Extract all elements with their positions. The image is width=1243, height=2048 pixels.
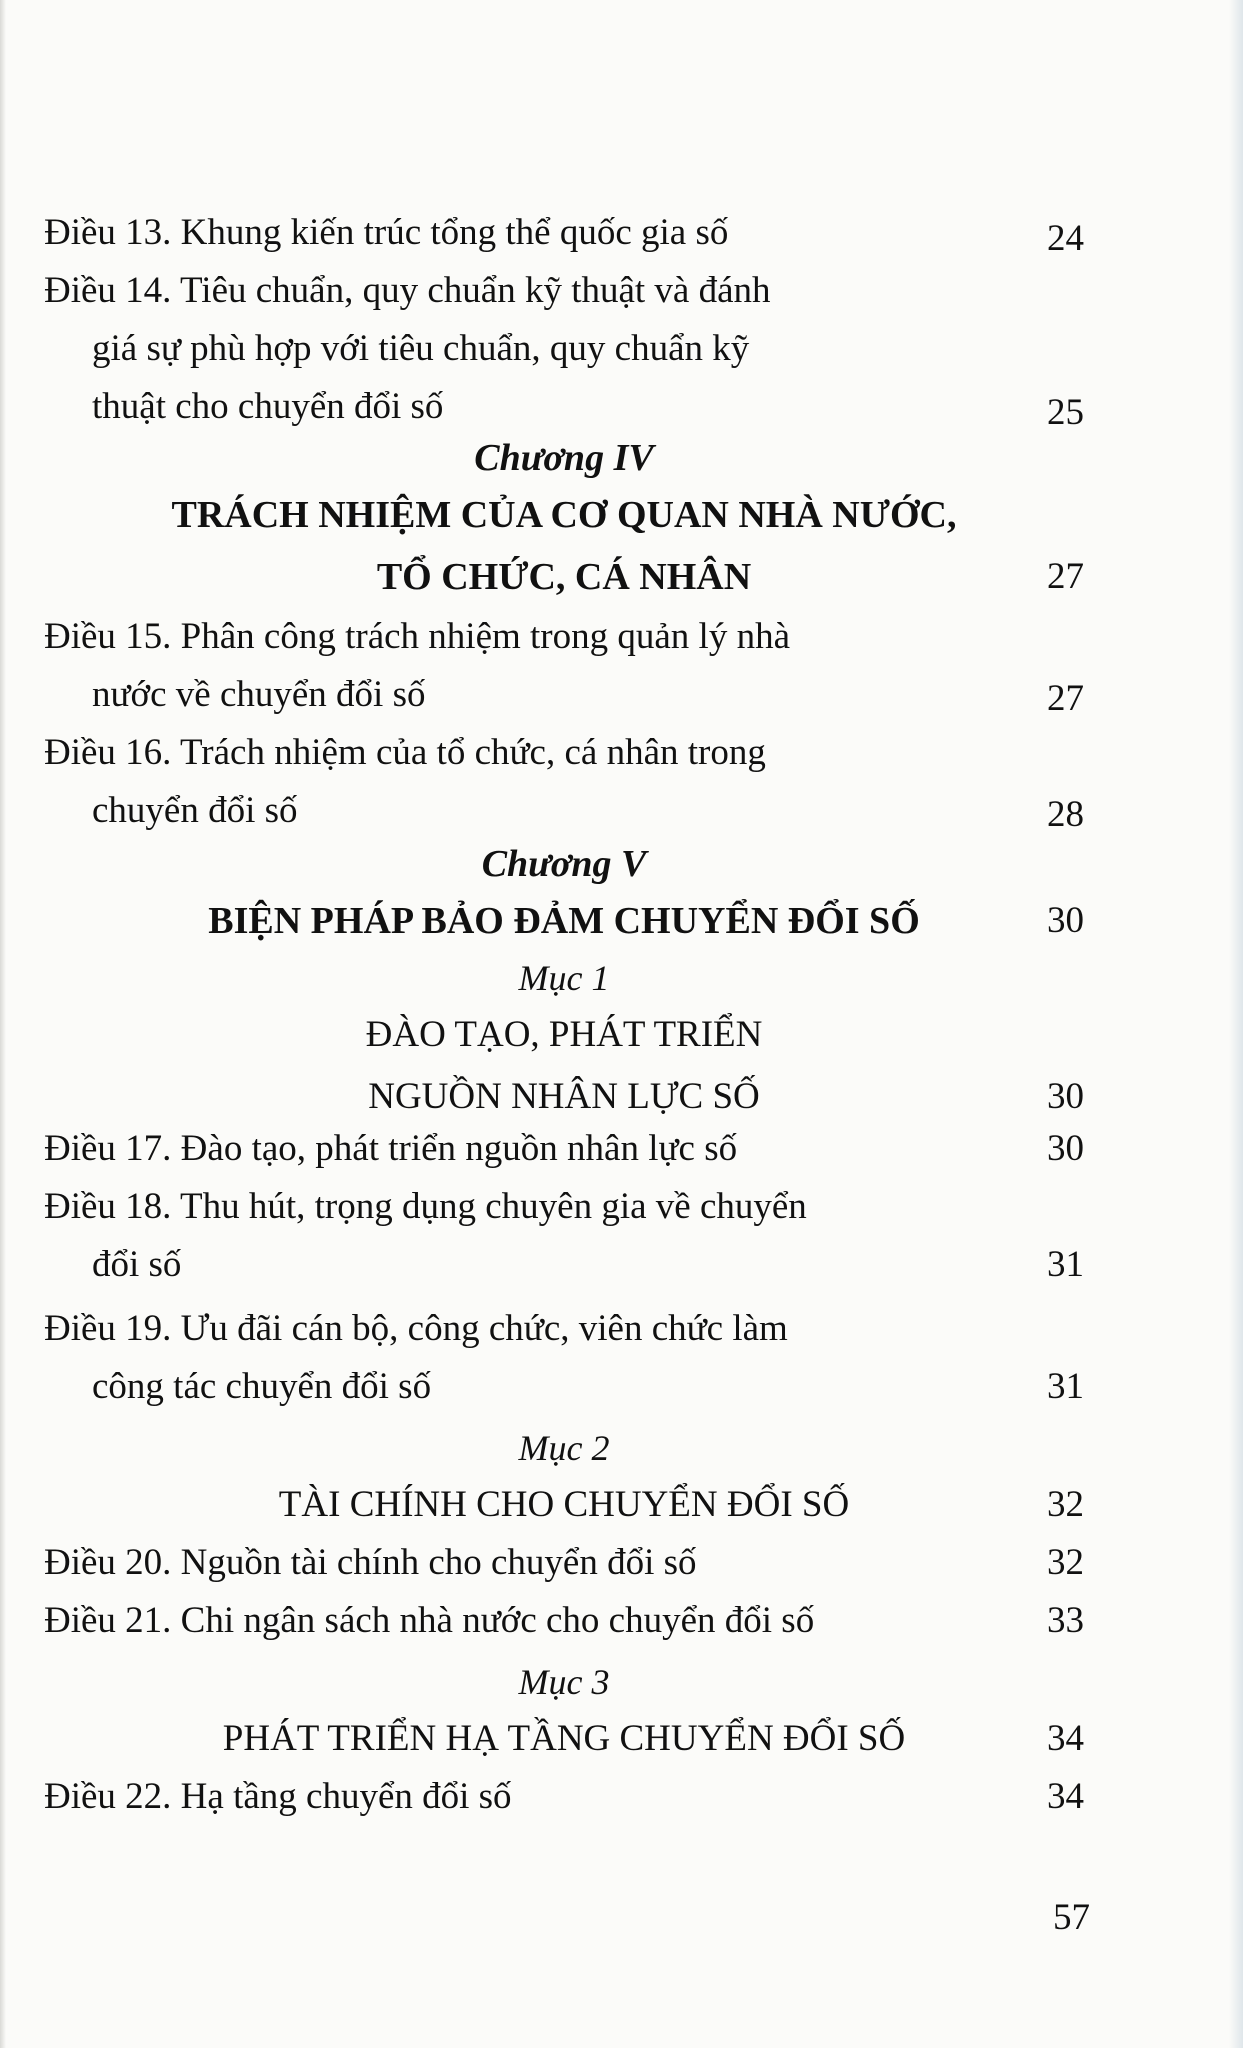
toc-entry-dieu-17 <box>44 1120 1084 1178</box>
toc-entry-dieu-18 <box>44 1178 1084 1294</box>
section-title-block <box>44 1474 1084 1536</box>
toc-entry-dieu-13 <box>44 204 1084 262</box>
toc-entry-title <box>44 1534 924 1592</box>
toc-entry-page: 24 <box>1047 218 1084 259</box>
toc-entry-title-line: Điều 18. Thu hút, trọng dụng chuyên gia về chuyển <box>44 1186 807 1227</box>
toc-entry-title <box>44 262 924 436</box>
toc-entry-page: 34 <box>1047 1776 1084 1817</box>
toc-entry-title-line: Điều 16. Trách nhiệm của tổ chức, cá nhân trong <box>44 732 766 773</box>
section-title-line: NGUỒN NHÂN LỰC SỐ <box>368 1076 760 1117</box>
toc-entry-dieu-22 <box>44 1768 1084 1826</box>
chapter-title <box>44 484 1084 608</box>
toc-entry-title <box>44 1300 924 1416</box>
toc-entry-title-line: Điều 20. Nguồn tài chính cho chuyển đổi số <box>44 1542 697 1583</box>
toc-entry-page: 33 <box>1047 1600 1084 1641</box>
toc-entry-dieu-15 <box>44 608 1084 724</box>
chapter-title-line: TRÁCH NHIỆM CỦA CƠ QUAN NHÀ NƯỚC, <box>171 494 957 536</box>
section-title <box>44 1708 1084 1770</box>
section-title <box>44 1004 1084 1128</box>
section-page: 30 <box>1047 1076 1084 1117</box>
section-title-line: ĐÀO TẠO, PHÁT TRIỂN <box>365 1014 763 1055</box>
toc-entry-title <box>44 608 924 724</box>
section-label: Mục 2 <box>518 1428 610 1468</box>
chapter-title-block <box>44 890 1084 952</box>
chapter-label: Chương IV <box>474 437 654 479</box>
toc-entry-title <box>44 724 924 840</box>
toc-entry-title-line: Điều 15. Phân công trách nhiệm trong quản lý nhà <box>44 616 790 657</box>
toc-entry-title <box>44 1768 924 1826</box>
chapter-title-block <box>44 484 1084 608</box>
section-label: Mục 1 <box>518 958 610 998</box>
toc-entry-page: 28 <box>1047 794 1084 835</box>
toc-entry-title <box>44 1120 924 1178</box>
toc-entry-title-line: chuyển đổi số <box>92 790 298 831</box>
toc-entry-page: 32 <box>1047 1542 1084 1583</box>
toc-entry-title-line: Điều 17. Đào tạo, phát triển nguồn nhân lực số <box>44 1128 738 1169</box>
toc-entry-dieu-14 <box>44 262 1084 436</box>
toc-entry-title-line: Điều 14. Tiêu chuẩn, quy chuẩn kỹ thuật và đánh <box>44 270 771 311</box>
toc-entry-title <box>44 204 924 262</box>
toc-entry-title <box>44 1592 924 1650</box>
toc-entry-page: 25 <box>1047 392 1084 433</box>
chapter-title-line: TỔ CHỨC, CÁ NHÂN <box>376 556 752 598</box>
chapter-page: 27 <box>1047 556 1084 597</box>
section-label: Mục 3 <box>518 1662 610 1702</box>
toc-entry-title-line: Điều 21. Chi ngân sách nhà nước cho chuyển đổi số <box>44 1600 815 1641</box>
section-title-line: TÀI CHÍNH CHO CHUYỂN ĐỔI SỐ <box>278 1484 850 1525</box>
page-number: 57 <box>1053 1897 1090 1938</box>
toc-entry-page: 31 <box>1047 1244 1084 1285</box>
toc-entry-title-line: thuật cho chuyển đổi số <box>92 386 444 427</box>
section-page: 32 <box>1047 1484 1084 1525</box>
toc-entry-dieu-20 <box>44 1534 1084 1592</box>
toc-entry-title <box>44 1178 924 1294</box>
section-title-block <box>44 1004 1084 1128</box>
chapter-title <box>44 890 1084 952</box>
toc-entry-title-line: Điều 13. Khung kiến trúc tổng thể quốc gia số <box>44 212 729 253</box>
toc-entry-page: 31 <box>1047 1366 1084 1407</box>
toc-entry-title-line: đổi số <box>92 1244 182 1285</box>
section-title-line: PHÁT TRIỂN HẠ TẦNG CHUYỂN ĐỔI SỐ <box>222 1718 906 1759</box>
toc-entry-title-line: nước về chuyển đổi số <box>92 674 426 715</box>
toc-entry-dieu-16 <box>44 724 1084 840</box>
toc-entry-page: 27 <box>1047 678 1084 719</box>
toc-entry-title-line: Điều 22. Hạ tầng chuyển đổi số <box>44 1776 512 1817</box>
section-title <box>44 1474 1084 1536</box>
section-page: 34 <box>1047 1718 1084 1759</box>
toc-entry-title-line: công tác chuyển đổi số <box>92 1366 432 1407</box>
toc-entry-page: 30 <box>1047 1128 1084 1169</box>
chapter-page: 30 <box>1047 900 1084 941</box>
toc-entry-dieu-19 <box>44 1300 1084 1416</box>
section-title-block <box>44 1708 1084 1770</box>
toc-entry-title-line: Điều 19. Ưu đãi cán bộ, công chức, viên chức làm <box>44 1308 788 1349</box>
toc-entry-title-line: giá sự phù hợp với tiêu chuẩn, quy chuẩn kỹ <box>92 328 750 369</box>
chapter-title-line: BIỆN PHÁP BẢO ĐẢM CHUYỂN ĐỔI SỐ <box>208 900 920 942</box>
toc-entry-dieu-21 <box>44 1592 1084 1650</box>
chapter-label: Chương V <box>481 843 647 885</box>
